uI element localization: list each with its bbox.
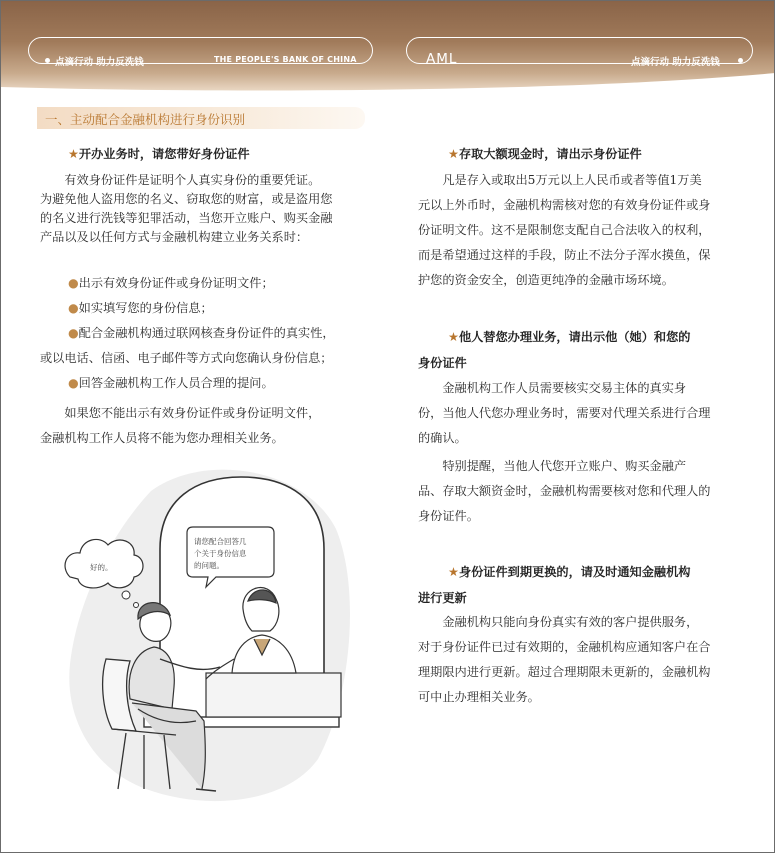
- customer-bubble-text: 好的。: [90, 563, 113, 572]
- right-heading-3: ★身份证件到期更换的，请及时通知金融机构 进行更新: [418, 565, 691, 605]
- right-heading-2: ★他人替您办理业务，请出示他（她）和您的 身份证件: [418, 330, 691, 370]
- header-slogan-left: 点滴行动 助力反洗钱: [55, 57, 144, 68]
- counter-desk: [206, 673, 341, 717]
- bullet-icon: ●: [68, 326, 79, 340]
- section-title: 一、主动配合金融机构进行身份识别: [45, 112, 246, 127]
- left-paragraph-1: 有效身份证件是证明个人真实身份的重要凭证。 为避免他人盗用您的名义、窃取您的财富，或是盗用您 的名义进行洗钱等犯罪活动，当您开立账户、购买金融 产品以及以任何方式与金融机构建立业务关系时：: [40, 173, 333, 244]
- bank-counter-illustration: [56, 459, 356, 809]
- clerk-bubble-line: 的问题。: [194, 561, 224, 570]
- left-bullet-list: [40, 274, 370, 393]
- list-item: ●出示有效身份证件或身份证明文件；: [68, 276, 274, 290]
- bullet-icon: ●: [68, 301, 79, 315]
- clerk-bubble-line: 请您配合回答几: [194, 537, 247, 546]
- right-paragraph-2: 金融机构工作人员需要核实交易主体的真实身 份，当他人代您办理业务时，需要对代理关系进行合理 的确认。: [418, 381, 711, 445]
- bullet-icon: ●: [68, 376, 79, 390]
- list-item: ●配合金融机构通过联网核查身份证件的真实性， 或以电话、信函、电子邮件等方式向您确认身份信息；: [40, 326, 335, 365]
- star-icon: ★: [68, 147, 79, 161]
- header-bank-name: THE PEOPLE'S BANK OF CHINA: [214, 55, 357, 64]
- right-heading-1: ★存取大额现金时，请出示身份证件: [448, 147, 642, 161]
- header-aml-label: AML: [426, 51, 458, 67]
- header-slogan-right: 点滴行动 助力反洗钱: [631, 57, 720, 68]
- header-dot-icon: [738, 58, 743, 63]
- list-item: ●回答金融机构工作人员合理的提问。: [68, 376, 274, 390]
- page-header: [1, 1, 775, 91]
- header-dot-icon: [45, 58, 50, 63]
- bullet-icon: ●: [68, 276, 79, 290]
- right-paragraph-3: 特别提醒，当他人代您开立账户、购买金融产 品、存取大额资金时，金融机构需要核对您和代理人的 身份证件。: [418, 459, 711, 523]
- star-icon: ★: [448, 330, 459, 344]
- star-icon: ★: [448, 565, 459, 579]
- star-icon: ★: [448, 147, 459, 161]
- clerk-bubble-line: 个关于身份信息: [194, 549, 247, 558]
- right-paragraph-1: 凡是存入或取出5万元以上人民币或者等值1万美 元以上外币时，金融机构需核对您的有效身份证件或身 份证明文件。这不是限制您支配自己合法收入的权利， 而是希望通过这样的手段，防止不法分子浑水摸鱼，保 护您的资金安全，创造更纯净的金融市场环境。: [418, 173, 711, 287]
- list-item: ●如实填写您的身份信息；: [68, 301, 213, 315]
- thought-dot: [122, 591, 130, 599]
- left-heading-1: ★开办业务时，请您带好身份证件: [68, 147, 250, 161]
- left-paragraph-2: 如果您不能出示有效身份证件或身份证明文件， 金融机构工作人员将不能为您办理相关业务。: [40, 406, 321, 445]
- right-paragraph-4: 金融机构只能向身份真实有效的客户提供服务， 对于身份证件已过有效期的，金融机构应通知客户在合 理期限内进行更新。超过合理期限未更新的，金融机构 可中止办理相关业务。: [418, 615, 711, 704]
- thought-dot: [134, 603, 139, 608]
